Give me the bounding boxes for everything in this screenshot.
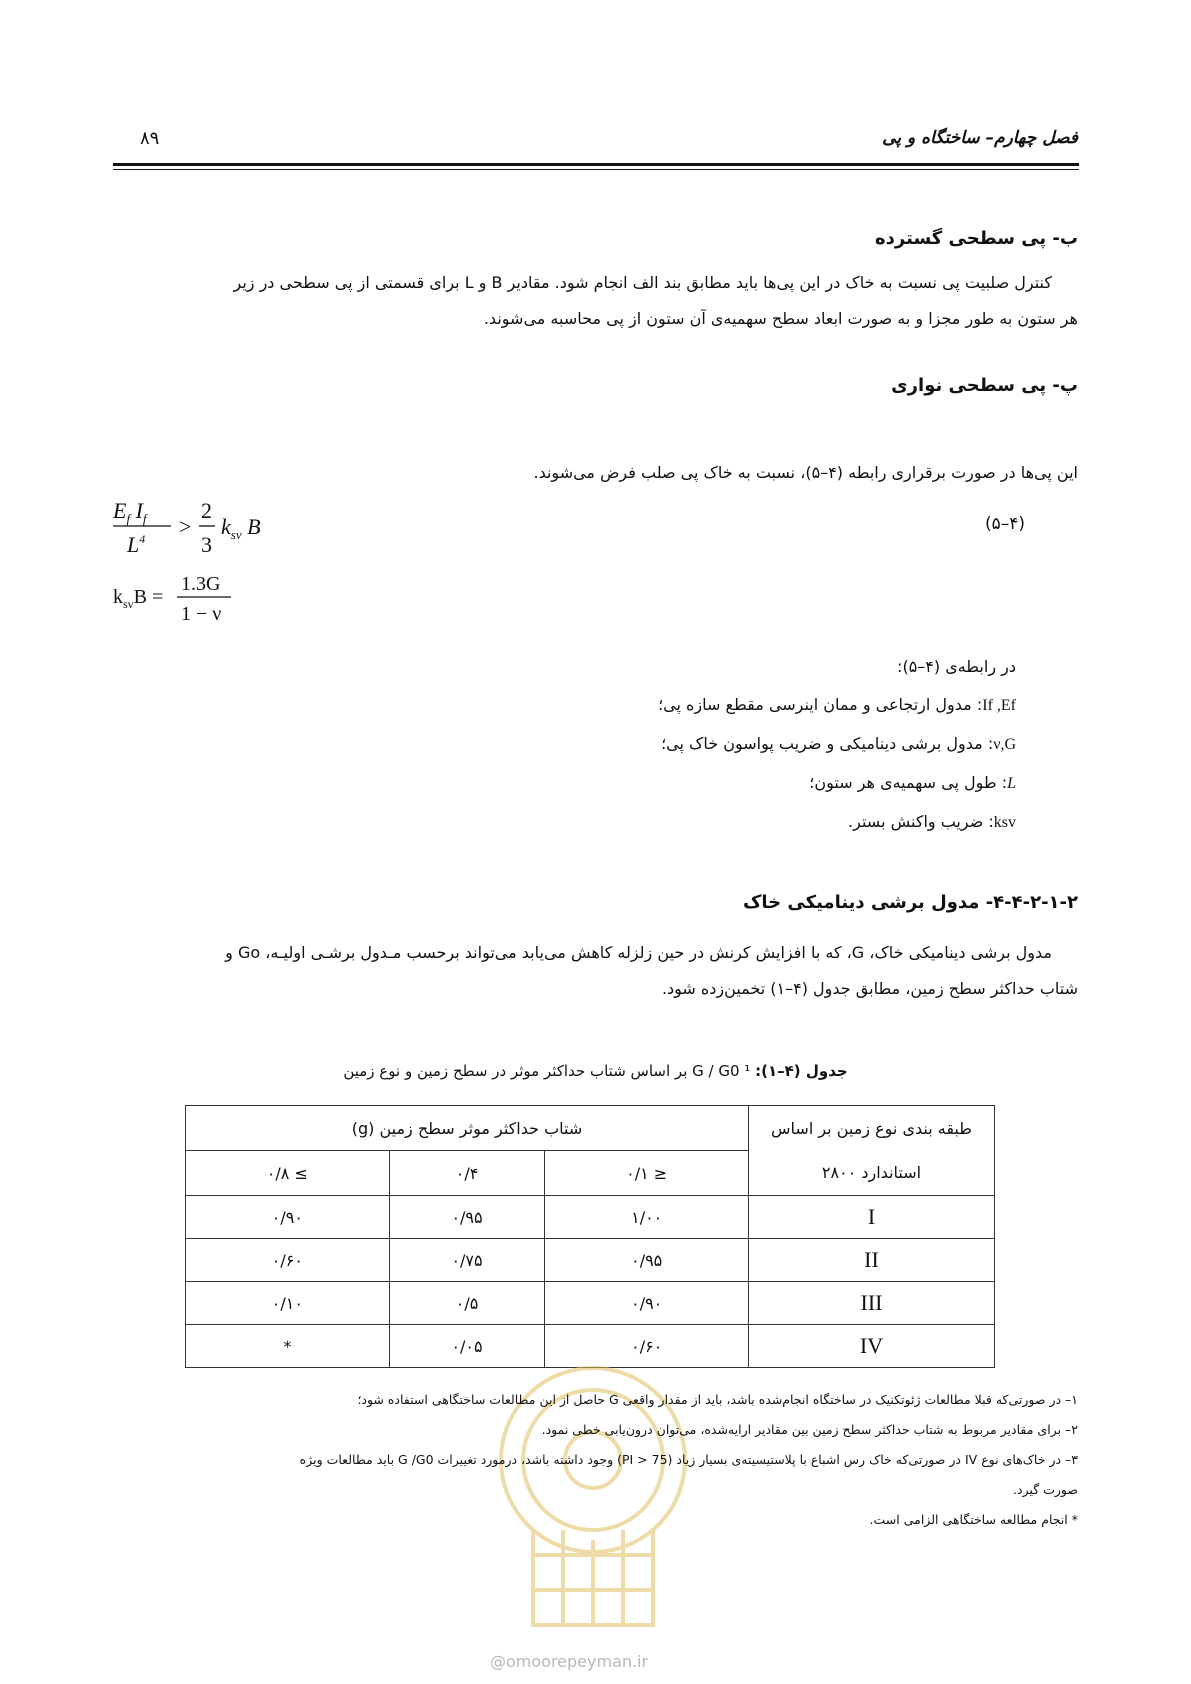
table-note: صورت گیرد. <box>1012 1482 1078 1497</box>
section-4-heading: ۴-۴-۲-۱-۲- مدول برشی دینامیکی خاک <box>742 892 1078 913</box>
table-cell: ۰/۶۰ <box>186 1239 390 1282</box>
definition-item <box>658 686 1016 725</box>
f1-coef-num: 2 <box>201 498 212 523</box>
section-4-line2: شتاب حداکثر سطح زمین، مطابق جدول (۴–۱) تخمین‌زده شود. <box>661 979 1078 998</box>
table-row <box>186 1196 995 1239</box>
chapter-title: فصل چهارم– ساختگاه و پی <box>882 128 1078 148</box>
f2-denominator: 1 − ν <box>181 603 222 625</box>
header-rule-thin <box>113 169 1079 170</box>
header-rule-thick <box>113 163 1079 166</box>
definition-symbol: L <box>1007 775 1016 792</box>
f2-lhs: $k_{sv}B$ = <box>113 586 164 611</box>
table-note: ۱– در صورتی‌که قبلا مطالعات ژئوتکنیک در ساختگاه انجام‌شده باشد، باید از مقدار واقعی G حاصل از این مطالعات ساختگاهی استفاده شود؛ <box>357 1392 1078 1407</box>
definition-item <box>658 764 1016 803</box>
equation-number: (۴–۵) <box>985 514 1026 534</box>
table-caption <box>180 1062 1011 1080</box>
section-b-line1: کنترل صلبیت پی نسبت به خاک در این پی‌ها باید مطابق بند الف انجام شود. مقادیر B و L برای قسمتی از پی سطحی در زیر <box>233 273 1052 292</box>
col0-header-line2: استاندارد ۲۸۰۰ <box>821 1162 922 1182</box>
table-row <box>186 1282 995 1325</box>
equation-formulas <box>113 490 373 630</box>
table-cell: ۰/۵ <box>389 1282 545 1325</box>
table-caption-text: G / G0 ¹ بر اساس شتاب حداکثر موثر در سطح زمین و نوع زمین <box>343 1062 756 1080</box>
col0-header <box>749 1106 995 1196</box>
definition-text: : مدول برشی دینامیکی و ضریب پواسون خاک پی؛ <box>661 734 994 753</box>
table-cell: ۰/۷۵ <box>389 1239 545 1282</box>
table-cell: ۰/۹۰ <box>186 1196 390 1239</box>
table-header-row <box>186 1106 995 1151</box>
table-cell: ۰/۹۰ <box>545 1282 749 1325</box>
table-cell: * <box>186 1325 390 1368</box>
definition-symbol: ksv <box>993 814 1016 831</box>
subheader-cell: ≥ ۰/۸ <box>186 1151 390 1196</box>
f1-denominator: $L^4$ <box>127 532 146 557</box>
section-4-paragraph <box>113 935 1078 1007</box>
table-cell: ۰/۰۵ <box>389 1325 545 1368</box>
definition-text: : ضریب واکنش بستر. <box>848 812 994 831</box>
f1-greater-than: > <box>179 514 192 539</box>
table-notes <box>150 1385 1078 1535</box>
section-p-line1: این پی‌ها در صورت برقراری رابطه (۴–۵)، نسبت به خاک پی صلب فرض می‌شوند. <box>533 463 1078 482</box>
table-cell: ۰/۶۰ <box>545 1325 749 1368</box>
table-cell: ۰/۹۵ <box>389 1196 545 1239</box>
ground-type-cell: IV <box>749 1325 995 1368</box>
table-note: ۳– در خاک‌های نوع IV در صورتی‌که خاک رس اشباع با پلاستیسیته‌ی بسیار زیاد (PI > 75) وجود داشته باشد، درمورد تغییرات G /G0 باید مطالعات ویژه <box>299 1452 1078 1467</box>
definition-item <box>658 803 1016 842</box>
definition-text: : مدول ارتجاعی و ممان اینرسی مقطع سازه پی؛ <box>658 695 983 714</box>
definition-symbol: If ,Ef <box>982 697 1016 714</box>
watermark-site: @omoorepeyman.ir <box>490 1652 649 1671</box>
f1-rhs: $k_{sv}$ B <box>221 514 261 542</box>
table-note: * انجام مطالعه ساختگاهی الزامی است. <box>869 1512 1078 1527</box>
table-note: ۲– برای مقادیر مربوط به شتاب حداکثر سطح زمین بین مقادیر ارایه‌شده، می‌توان درون‌یابی خطی نمود. <box>541 1422 1078 1437</box>
col0-header-line1: طبقه بندی نوع زمین بر اساس <box>771 1118 972 1138</box>
table-row <box>186 1239 995 1282</box>
definitions-block <box>658 648 1016 842</box>
table-cell: ۰/۹۵ <box>545 1239 749 1282</box>
f1-coef-den: 3 <box>201 532 212 557</box>
table-cell: ۱/۰۰ <box>545 1196 749 1239</box>
table-cell: ۰/۱۰ <box>186 1282 390 1325</box>
ground-type-cell: II <box>749 1239 995 1282</box>
subheader-cell: ≤ ۰/۱ <box>545 1151 749 1196</box>
definition-item <box>658 725 1016 764</box>
definitions-intro: در رابطه‌ی (۴–۵): <box>897 657 1016 676</box>
definition-text: : طول پی سهمیه‌ی هر ستون؛ <box>809 773 1008 792</box>
subheader-cell: ۰/۴ <box>389 1151 545 1196</box>
section-4-line1: مدول برشی دینامیکی خاک، G، که با افزایش کرنش در حین زلزله کاهش می‌یابد می‌تواند برحسب مـدول برشـی اولیـه، Go و <box>225 943 1052 962</box>
section-p-heading: پ- پی سطحی نواری <box>891 375 1078 396</box>
section-b-heading: ب- پی سطحی گسترده <box>875 228 1078 249</box>
ground-type-cell: III <box>749 1282 995 1325</box>
definition-symbol: ν,G <box>993 736 1016 753</box>
section-b-paragraph <box>113 265 1078 337</box>
table-caption-label: جدول (۴–۱): <box>755 1062 848 1080</box>
section-b-line2: هر ستون به طور مجزا و به صورت ابعاد سطح سهمیه‌ی آن ستون از پی محاسبه می‌شوند. <box>483 309 1078 328</box>
group-header: شتاب حداکثر موثر سطح زمین (g) <box>186 1106 749 1151</box>
f2-numerator: 1.3G <box>181 573 221 595</box>
ground-type-cell: I <box>749 1196 995 1239</box>
f1-numerator: $E_f$ $I_f$ <box>113 498 147 526</box>
page-number: ۸۹ <box>140 128 160 149</box>
ground-type-table <box>185 1105 995 1368</box>
